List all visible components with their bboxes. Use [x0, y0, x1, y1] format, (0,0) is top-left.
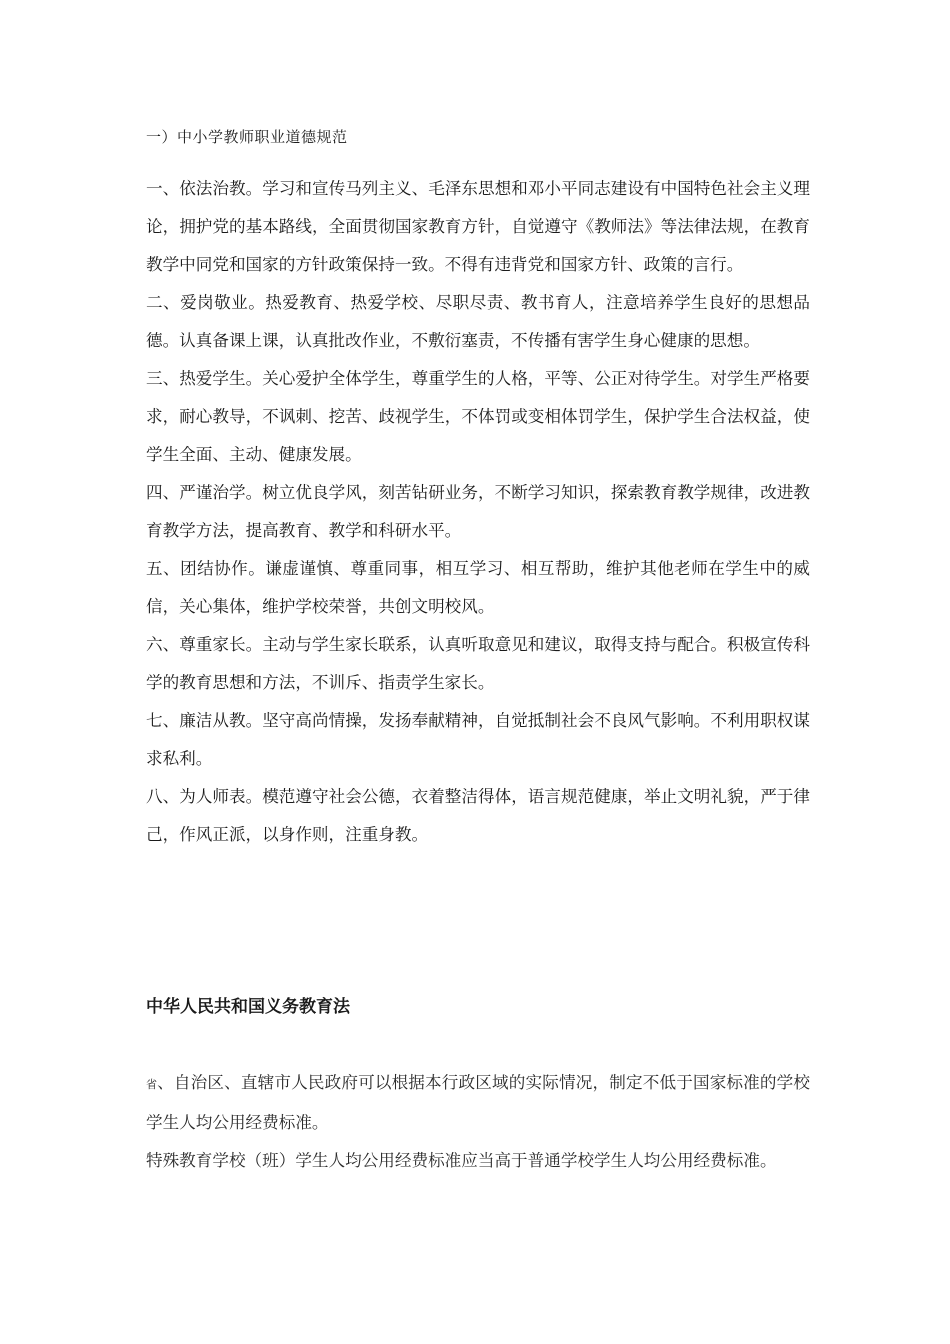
law-first-char: 省: [146, 1078, 158, 1091]
law-paragraph-1: [146, 1064, 810, 1142]
article-2: 二、爱岗敬业。热爱教育、热爱学校、尽职尽责、教书育人，注意培养学生良好的思想品德。认真备课上课，认真批改作业，不敷衍塞责，不传播有害学生身心健康的思想。: [146, 293, 810, 350]
law-paragraph-1-text: 、自治区、直辖市人民政府可以根据本行政区域的实际情况，制定不低于国家标准的学校学生人均公用经费标准。: [146, 1073, 811, 1132]
law-excerpt: [146, 1064, 810, 1180]
law-paragraph-2: 特殊教育学校（班）学生人均公用经费标准应当高于普通学校学生人均公用经费标准。: [146, 1151, 777, 1170]
article-6: 六、尊重家长。主动与学生家长联系，认真听取意见和建议，取得支持与配合。积极宣传科学的教育思想和方法，不训斥、指责学生家长。: [146, 635, 810, 692]
article-3: 三、热爱学生。关心爱护全体学生，尊重学生的人格，平等、公正对待学生。对学生严格要求，耐心教导，不讽刺、挖苦、歧视学生，不体罚或变相体罚学生，保护学生合法权益，使学生全面、主动、健康发展。: [146, 369, 810, 464]
law-title: 中华人民共和国义务教育法: [146, 997, 350, 1017]
article-7: 七、廉洁从教。坚守高尚情操，发扬奉献精神，自觉抵制社会不良风气影响。不利用职权谋求私利。: [146, 711, 810, 768]
ethics-articles: [146, 170, 810, 854]
section-subtitle: 一）中小学教师职业道德规范: [146, 128, 348, 146]
article-1: 一、依法治教。学习和宣传马列主义、毛泽东思想和邓小平同志建设有中国特色社会主义理论，拥护党的基本路线，全面贯彻国家教育方针，自觉遵守《教师法》等法律法规，在教育教学中同党和国家的方针政策保持一致。不得有违背党和国家方针、政策的言行。: [146, 179, 810, 274]
article-8: 八、为人师表。模范遵守社会公德，衣着整洁得体，语言规范健康，举止文明礼貌，严于律己，作风正派，以身作则，注重身教。: [146, 787, 810, 844]
article-5: 五、团结协作。谦虚谨慎、尊重同事，相互学习、相互帮助，维护其他老师在学生中的威信，关心集体，维护学校荣誉，共创文明校风。: [146, 559, 810, 616]
article-4: 四、严谨治学。树立优良学风，刻苦钻研业务，不断学习知识，探索教育教学规律，改进教育教学方法，提高教育、教学和科研水平。: [146, 483, 810, 540]
